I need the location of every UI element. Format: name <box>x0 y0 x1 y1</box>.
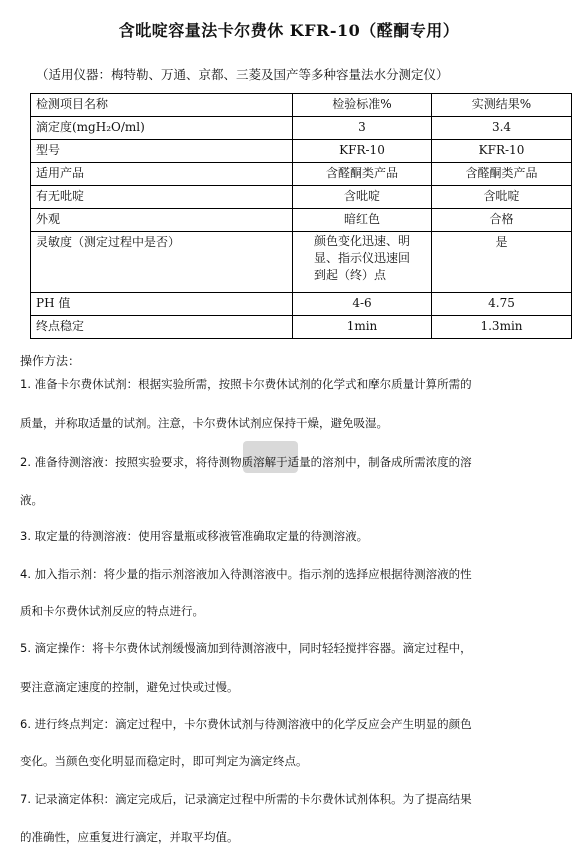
spec-table <box>30 93 572 339</box>
operation-line: 1. 准备卡尔费休试剂：根据实验所需，按照卡尔费休试剂的化学式和摩尔质量计算所需的 <box>20 377 472 391</box>
row-result: KFR-10 <box>432 140 572 163</box>
row-result: 3.4 <box>432 117 572 140</box>
row-standard: 1min <box>293 316 432 339</box>
standard-line: 到起（终）点 <box>313 268 386 282</box>
row-standard: 含吡啶 <box>293 186 432 209</box>
row-result: 1.3min <box>432 316 572 339</box>
operation-line: 质量，并称取适量的试剂。注意，卡尔费休试剂应保持干燥，避免吸湿。 <box>20 416 388 430</box>
row-item: 型号 <box>31 140 293 163</box>
standard-multiline <box>314 233 410 284</box>
row-standard: 暗红色 <box>293 209 432 232</box>
row-item: 适用产品 <box>31 163 293 186</box>
row-item: 终点稳定 <box>31 316 293 339</box>
row-item: 滴定度(mgH₂O/ml) <box>31 117 293 140</box>
header-standard: 检验标准% <box>293 94 432 117</box>
document-subtitle: （适用仪器：梅特勒、万通、京都、三菱及国产等多种容量法水分测定仪） <box>36 67 449 82</box>
row-standard: 3 <box>293 117 432 140</box>
operation-line: 5. 滴定操作：将卡尔费休试剂缓慢滴加到待测溶液中，同时轻轻搅拌容器。滴定过程中， <box>20 641 472 655</box>
row-item: 灵敏度（测定过程中是否） <box>31 232 293 293</box>
standard-line: 显、指示仪迅速回 <box>313 251 410 265</box>
table-row <box>31 209 572 232</box>
table-header-row <box>31 94 572 117</box>
header-result: 实测结果% <box>432 94 572 117</box>
operations-title: 操作方法： <box>20 354 81 368</box>
row-result: 含吡啶 <box>432 186 572 209</box>
operation-line: 质和卡尔费休试剂反应的特点进行。 <box>20 604 204 618</box>
row-standard: 含醛酮类产品 <box>293 163 432 186</box>
operation-line: 变化。当颜色变化明显而稳定时，即可判定为滴定终点。 <box>20 754 308 768</box>
standard-line: 颜色变化迅速、明 <box>313 234 410 248</box>
document-title: 含吡啶容量法卡尔费休 KFR-10（醛酮专用） <box>118 21 460 40</box>
operation-line: 2. 准备待测溶液：按照实验要求，将待测物质溶解于适量的溶剂中，制备成所需浓度的溶 <box>20 455 472 469</box>
row-result: 含醛酮类产品 <box>432 163 572 186</box>
table-row <box>31 140 572 163</box>
row-item: PH 值 <box>31 293 293 316</box>
table-row <box>31 316 572 339</box>
row-standard: KFR-10 <box>293 140 432 163</box>
operation-line: 液。 <box>20 493 43 507</box>
table-row <box>31 186 572 209</box>
row-item: 有无吡啶 <box>31 186 293 209</box>
operation-line: 7. 记录滴定体积：滴定完成后，记录滴定过程中所需的卡尔费休试剂体积。为了提高结果 <box>20 792 472 806</box>
row-result: 合格 <box>432 209 572 232</box>
row-result: 是 <box>432 232 572 293</box>
row-standard <box>293 232 432 293</box>
operation-line: 6. 进行终点判定：滴定过程中，卡尔费休试剂与待测溶液中的化学反应会产生明显的颜色 <box>20 717 472 731</box>
operation-line: 3. 取定量的待测溶液：使用容量瓶或移液管准确取定量的待测溶液。 <box>20 529 369 543</box>
row-item: 外观 <box>31 209 293 232</box>
row-result: 4.75 <box>432 293 572 316</box>
table-row <box>31 232 572 293</box>
table-row <box>31 117 572 140</box>
operation-line: 的准确性，应重复进行滴定，并取平均值。 <box>20 830 239 844</box>
header-item: 检测项目名称 <box>31 94 293 117</box>
operation-line: 要注意滴定速度的控制，避免过快或过慢。 <box>20 680 239 694</box>
operation-line: 4. 加入指示剂：将少量的指示剂溶液加入待测溶液中。指示剂的选择应根据待测溶液的性 <box>20 567 472 581</box>
table-row <box>31 163 572 186</box>
row-standard: 4-6 <box>293 293 432 316</box>
table-row <box>31 293 572 316</box>
